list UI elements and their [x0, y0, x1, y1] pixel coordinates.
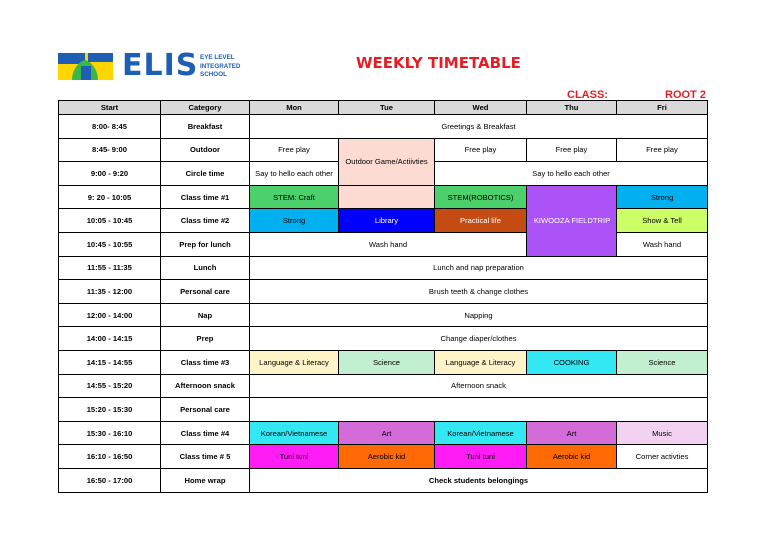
activity-cell: Wash hand [617, 232, 708, 256]
header-wed: Wed [435, 101, 527, 115]
activity-cell: Library [339, 209, 435, 233]
category: Class time #3 [161, 350, 250, 374]
start-time: 11:55 - 11:35 [59, 256, 161, 280]
activity-cell: Change diaper/clothes [250, 327, 708, 351]
activity-cell: Free play [527, 138, 617, 162]
activity-cell: Say to hello each other [435, 162, 708, 186]
activity-cell: Korean/Vietnamese [250, 421, 339, 445]
table-row [59, 138, 708, 162]
kiwooza-fieldtrip-label: KIWOOZA FIELDTRIP [533, 216, 611, 225]
activity-cell: Music [617, 421, 708, 445]
activity-cell [339, 185, 435, 209]
start-time: 15:20 - 15:30 [59, 398, 161, 422]
table-row [59, 350, 708, 374]
logo-subtitle [200, 54, 240, 80]
class-label: CLASS: [567, 89, 608, 101]
activity-cell: COOKING [527, 350, 617, 374]
activity-cell: Check students belongings [250, 468, 708, 492]
header-mon: Mon [250, 101, 339, 115]
logo-subtitle-line-1: EYE LEVEL [200, 54, 235, 61]
activity-cell: Brush teeth & change clothes [250, 280, 708, 304]
activity-cell: Strong [250, 209, 339, 233]
activity-cell: STEM: Craft [250, 185, 339, 209]
category: Prep for lunch [161, 232, 250, 256]
category: Home wrap [161, 468, 250, 492]
activity-cell: Science [617, 350, 708, 374]
activity-cell: STEM(ROBOTICS) [435, 185, 527, 209]
start-time: 14:15 - 14:55 [59, 350, 161, 374]
start-time: 12:00 - 14:00 [59, 303, 161, 327]
start-time: 8:45- 9:00 [59, 138, 161, 162]
start-time: 10:45 - 10:55 [59, 232, 161, 256]
logo-subtitle-line-3: SCHOOL [200, 71, 227, 78]
activity-cell: Corner activties [617, 445, 708, 469]
start-time: 9: 20 - 10:05 [59, 185, 161, 209]
activity-cell: Language & Literacy [435, 350, 527, 374]
header-category: Category [161, 101, 250, 115]
activity-cell: Outdoor Game/Actiivties [339, 138, 435, 185]
activity-cell: Wash hand [250, 232, 527, 256]
category: Breakfast [161, 115, 250, 139]
start-time: 14:55 - 15:20 [59, 374, 161, 398]
activity-cell: Tuni tuni [250, 445, 339, 469]
header-fri: Fri [617, 101, 708, 115]
header-tue: Tue [339, 101, 435, 115]
activity-cell: Free play [617, 138, 708, 162]
start-time: 15:30 - 16:10 [59, 421, 161, 445]
activity-cell: Tuni tuni [435, 445, 527, 469]
table-row [59, 303, 708, 327]
start-time: 14:00 - 14:15 [59, 327, 161, 351]
activity-cell: Lunch and nap preparation [250, 256, 708, 280]
category: Outdoor [161, 138, 250, 162]
activity-cell: Korean/Vietnamese [435, 421, 527, 445]
logo-subtitle-line-2: INTEGRATED [200, 62, 241, 70]
activity-cell: Napping [250, 303, 708, 327]
activity-cell: Free play [250, 138, 339, 162]
logo-mark-icon [58, 53, 113, 80]
activity-cell: Language & Literacy [250, 350, 339, 374]
table-row [59, 327, 708, 351]
category: Personal care [161, 398, 250, 422]
table-row [59, 445, 708, 469]
table-row [59, 115, 708, 139]
activity-cell: Say to hello each other [250, 162, 339, 186]
category: Personal care [161, 280, 250, 304]
school-logo [58, 48, 258, 83]
category: Class time #1 [161, 185, 250, 209]
table-row [59, 468, 708, 492]
start-time: 16:10 - 16:50 [59, 445, 161, 469]
table-row [59, 256, 708, 280]
logo-wordmark: ELIS [122, 48, 199, 83]
activity-cell: Art [339, 421, 435, 445]
category: Class time #4 [161, 421, 250, 445]
table-row [59, 185, 708, 209]
category: Afternoon snack [161, 374, 250, 398]
activity-cell: Aerobic kid [339, 445, 435, 469]
activity-cell: Strong [617, 185, 708, 209]
activity-cell: Art [527, 421, 617, 445]
category: Lunch [161, 256, 250, 280]
start-time: 10:05 - 10:45 [59, 209, 161, 233]
start-time: 8:00- 8:45 [59, 115, 161, 139]
table-row [59, 280, 708, 304]
activity-cell: Practical life [435, 209, 527, 233]
activity-cell: Show & Tell [617, 209, 708, 233]
header-thu: Thu [527, 101, 617, 115]
activity-cell [250, 398, 708, 422]
table-header-row [59, 101, 708, 115]
activity-cell: Greetings & Breakfast [250, 115, 708, 139]
category: Class time #2 [161, 209, 250, 233]
start-time: 16:50 - 17:00 [59, 468, 161, 492]
table-row [59, 398, 708, 422]
start-time: 9:00 - 9:20 [59, 162, 161, 186]
activity-cell: Science [339, 350, 435, 374]
category: Prep [161, 327, 250, 351]
category: Circle time [161, 162, 250, 186]
start-time: 11:35 - 12:00 [59, 280, 161, 304]
table-row [59, 374, 708, 398]
activity-cell: Aerobic kid [527, 445, 617, 469]
timetable [58, 100, 708, 493]
table-row [59, 421, 708, 445]
activity-cell: Free play [435, 138, 527, 162]
activity-cell: Afternoon snack [250, 374, 708, 398]
class-value: ROOT 2 [665, 89, 706, 101]
category: Class time # 5 [161, 445, 250, 469]
header-start: Start [59, 101, 161, 115]
category: Nap [161, 303, 250, 327]
page-title: WEEKLY TIMETABLE [356, 54, 521, 72]
